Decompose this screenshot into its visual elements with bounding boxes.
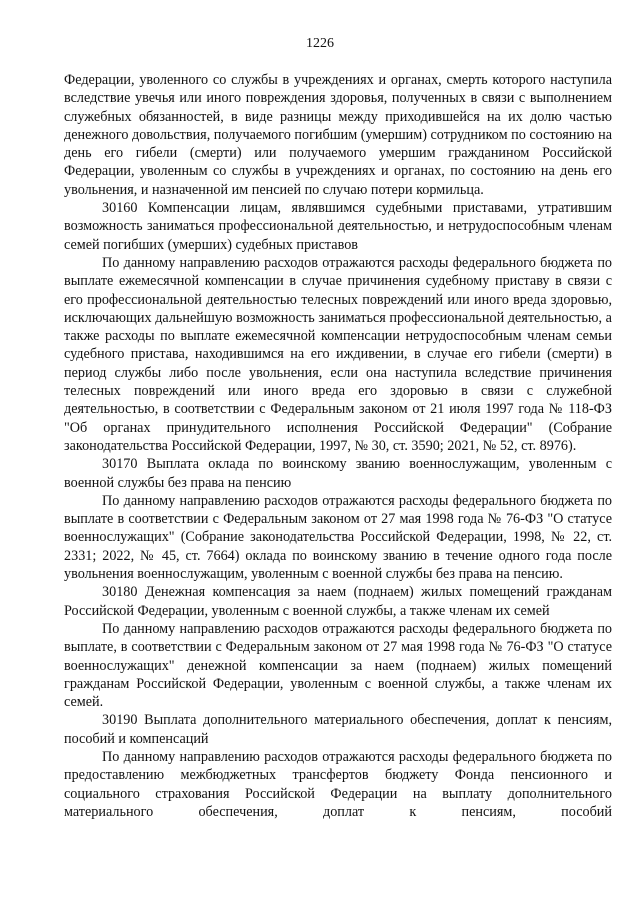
page-number: 1226 (306, 36, 334, 51)
paragraph-30170-body: По данному направлению расходов отражаются расходы федерального бюджета по выплате в соответствии с Федеральным законом от 27 мая 1998 года № 76-ФЗ "О статусе военнослужащих" (Собрание законодательства Российской Федерации, 1998, № 22, ст. 2331; 2022, № 45, ст. 7664) оклада по воинскому званию в течение одного года после увольнения военнослужащим, уволенным с военной службы без права на пенсию. (64, 492, 612, 583)
paragraph-30180-body: По данному направлению расходов отражаются расходы федерального бюджета по выплате, в соответствии с Федеральным законом от 27 мая 1998 года № 76-ФЗ "О статусе военнослужащих" денежной компенсации за наем (поднаем) жилых помещений гражданам Российской Федерации, уволенным с военной службы, а также членам их семей. (64, 620, 612, 711)
paragraph-30190-body: По данному направлению расходов отражаются расходы федерального бюджета по предоставлению межбюджетных трансфертов бюджету Фонда пенсионного и социального страхования Российской Федерации на выплату дополнительного материального обеспечения, доплат к пенсиям, пособий (64, 748, 612, 820)
paragraph-30160-body: По данному направлению расходов отражаются расходы федерального бюджета по выплате ежемесячной компенсации в случае причинения судебному приставу в связи с его профессиональной деятельностью телесных повреждений или иного вреда здоровью, исключающих дальнейшую возможность заниматься профессиональной деятельностью, а также расходы по выплате ежемесячной компенсации нетрудоспособным членам семьи судебного пристава, находившимся на его иждивении, в случае его гибели (смерти) в период службы либо после увольнения, если она наступила вследствие причинения телесных повреждений или иного вреда его здоровью в связи с служебной деятельностью, в соответствии с Федеральным законом от 21 июля 1997 года № 118-ФЗ "Об органах принудительного исполнения Российской Федерации" (Собрание законодательства Российской Федерации, 1997, № 30, ст. 3590; 2021, № 52, ст. 8976). (64, 254, 612, 454)
section-heading-30190: 30190 Выплата дополнительного материального обеспечения, доплат к пенсиям, пособий и компенсаций (64, 712, 612, 747)
paragraph-continuation: Федерации, уволенного со службы в учреждениях и органах, смерть которого наступила вследствие увечья или иного повреждения здоровья, полученных в связи с выполнением служебных обязанностей, в виде разницы между приходившейся на их долю частью денежного довольствия, получаемого погибшим (умершим) сотрудником по состоянию на день его гибели (смерти) или получаемого умершим гражданином Российской Федерации, уволенным со службы в учреждениях и органах, по состоянию на день его увольнения, и назначенной им пенсией по случаю потери кормильца. (64, 72, 612, 198)
document-body (64, 71, 612, 821)
section-heading-30180: 30180 Денежная компенсация за наем (поднаем) жилых помещений гражданам Российской Федерации, уволенным с военной службы, а также членам их семей (64, 584, 612, 619)
section-heading-30170: 30170 Выплата оклада по воинскому званию военнослужащим, уволенным с военной службы без права на пенсию (64, 456, 612, 491)
section-heading-30160: 30160 Компенсации лицам, являвшимся судебными приставами, утратившим возможность заниматься профессиональной деятельностью, и нетрудоспособным членам семей погибших (умерших) судебных приставов (64, 200, 612, 253)
